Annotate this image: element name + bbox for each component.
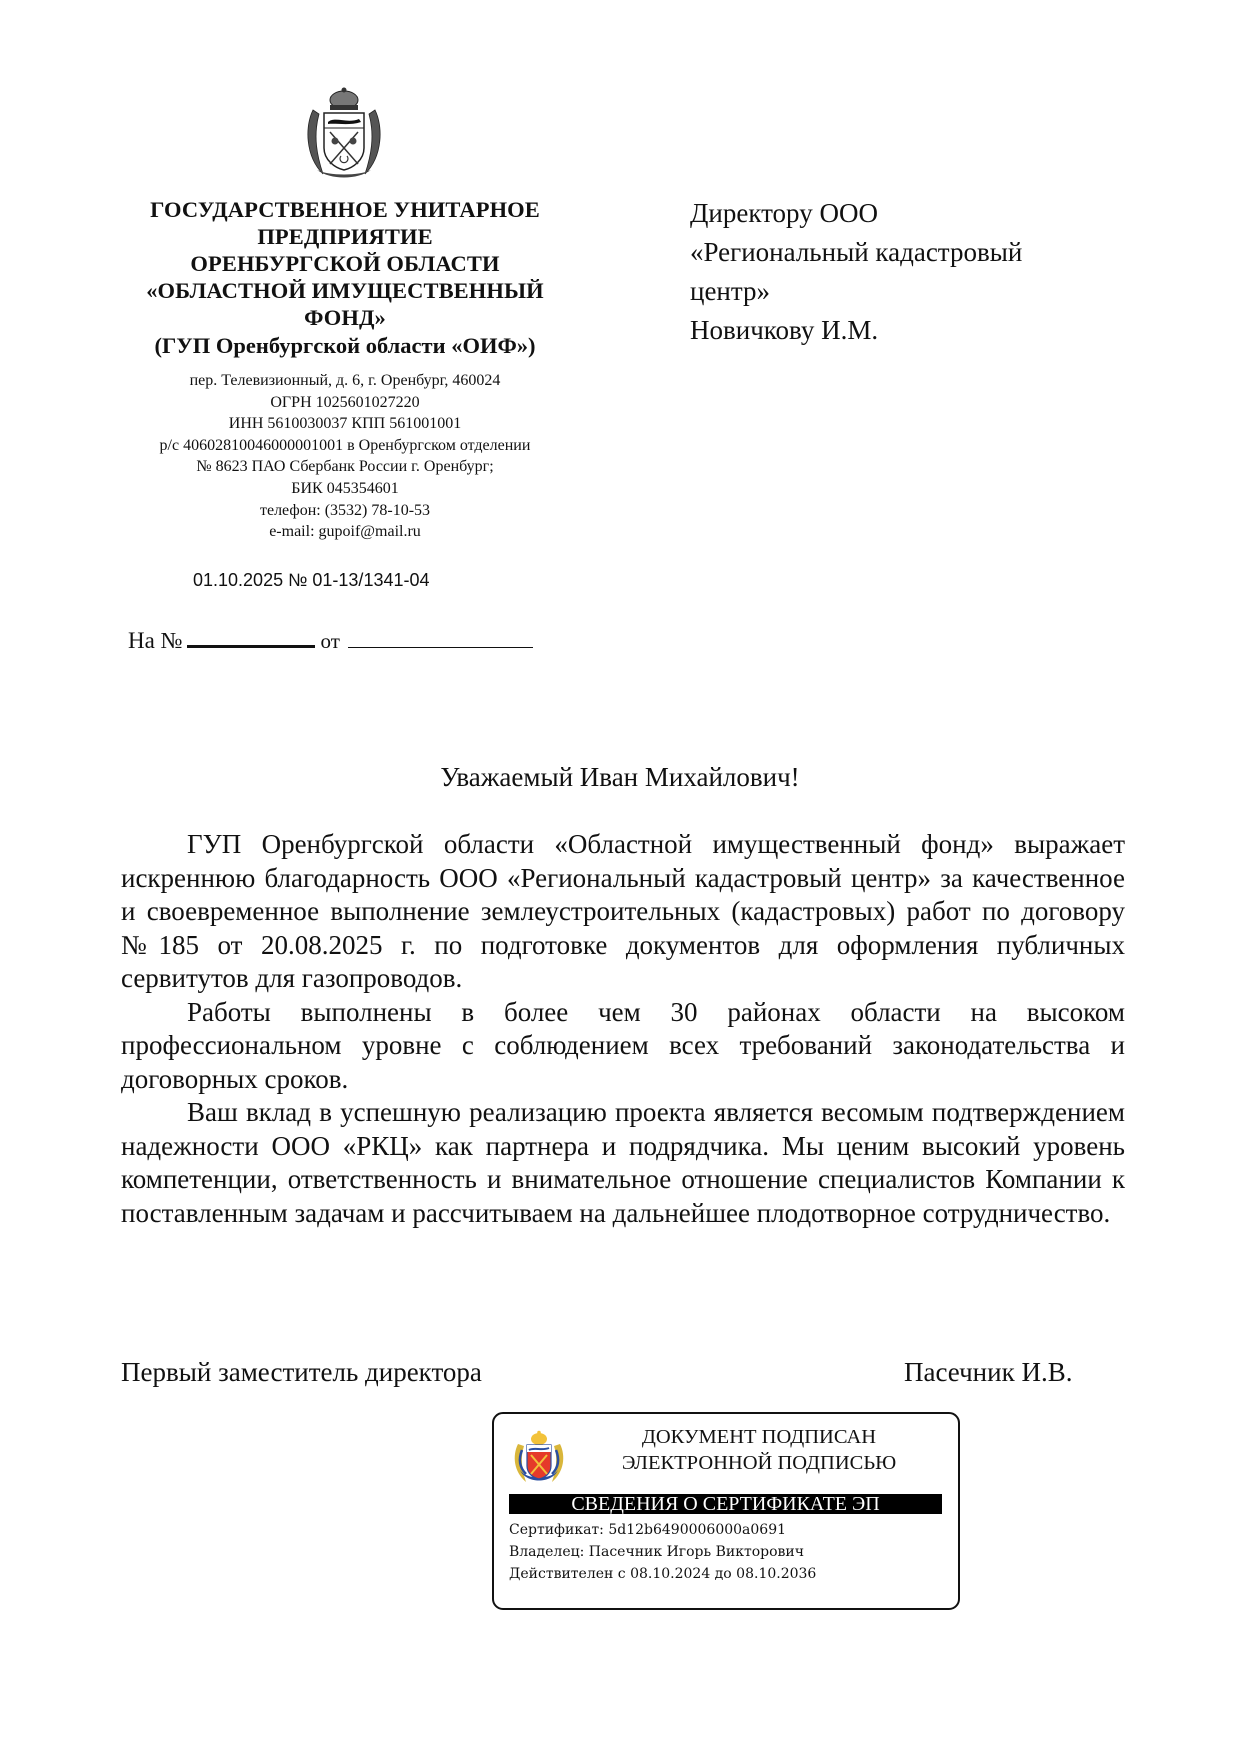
signer-position: Первый заместитель директора xyxy=(121,1357,482,1387)
signer-name: Пасечник И.В. xyxy=(904,1357,1073,1387)
reference-date-blank xyxy=(348,628,533,648)
reference-number-blank xyxy=(187,626,315,648)
electronic-signature-stamp xyxy=(492,1412,960,1610)
phone-line: телефон: (3532) 78-10-53 xyxy=(259,501,431,519)
reference-line xyxy=(128,626,533,654)
region-emblem-icon xyxy=(512,1430,566,1486)
stamp-title-line: ДОКУМЕНТ ПОДПИСАН xyxy=(641,1426,877,1448)
salutation: Уважаемый Иван Михайлович! xyxy=(440,762,800,792)
org-name-line: «ОБЛАСТНОЙ ИМУЩЕСТВЕННЫЙ xyxy=(146,278,544,303)
stamp-title xyxy=(594,1424,924,1476)
bik-line: БИК 045354601 xyxy=(291,479,399,497)
addressee-block xyxy=(690,194,1022,350)
email-line: e-mail: gupoif@mail.ru xyxy=(269,523,421,541)
org-name-line: ФОНД» xyxy=(304,305,386,330)
bank-account-line: р/с 40602810046000001001 в Оренбургском отделении xyxy=(159,436,531,454)
address-line: пер. Телевизионный, д. 6, г. Оренбург, 460024 xyxy=(189,372,501,389)
certificate-owner: Владелец: Пасечник Игорь Викторович xyxy=(509,1544,804,1560)
coat-of-arms-icon xyxy=(303,86,385,182)
certificate-section-header: СВЕДЕНИЯ О СЕРТИФИКАТЕ ЭП xyxy=(509,1494,942,1514)
org-name-line: ГОСУДАРСТВЕННОЕ УНИТАРНОЕ xyxy=(150,197,540,222)
addressee-line: Директору ООО xyxy=(690,198,878,228)
org-short-name: (ГУП Оренбургской области «ОИФ») xyxy=(154,333,536,358)
stamp-title-line: ЭЛЕКТРОННОЙ ПОДПИСЬЮ xyxy=(621,1452,897,1474)
addressee-line: центр» xyxy=(690,276,771,306)
body-paragraph: ГУП Оренбургской области «Областной имущественный фонд» выражает искреннюю благодарность ООО «Региональный кадастровый центр» за качественное и своевременное выполнение землеустроительных (кадастровых) работ по договору №185 от 20.08.2025 г. по подготовке документов для оформления публичных сервитутов для газопроводов. xyxy=(121,829,1125,993)
certificate-validity: Действителен с 08.10.2024 до 08.10.2036 xyxy=(509,1566,817,1582)
org-name-line: ПРЕДПРИЯТИЕ xyxy=(257,224,433,249)
outgoing-number: 01.10.2025 № 01-13/1341-04 xyxy=(193,570,430,590)
certificate-details xyxy=(509,1519,816,1585)
addressee-line: «Региональный кадастровый xyxy=(690,237,1023,267)
certificate-id: Сертификат: 5d12b6490006000a0691 xyxy=(509,1522,787,1538)
ogrn-line: ОГРН 1025601027220 xyxy=(270,393,420,411)
reference-from-label: от xyxy=(320,629,340,653)
inn-kpp-line: ИНН 5610030037 КПП 561001001 xyxy=(228,415,462,433)
org-requisites xyxy=(112,370,578,543)
sender-organization-block xyxy=(112,196,578,543)
addressee-line: Новичкову И.М. xyxy=(690,315,879,345)
body-paragraph: Работы выполнены в более чем 30 районах области на высоком профессиональном уровне с соблюдением всех требований законодательства и договорных сроков. xyxy=(121,996,1125,1094)
letter-body xyxy=(121,828,1125,1230)
bank-name-line: № 8623 ПАО Сбербанк России г. Оренбург; xyxy=(196,458,494,476)
body-paragraph: Ваш вклад в успешную реализацию проекта является весомым подтверждением надежности ООО «РКЦ» как партнера и подрядчика. Мы ценим высокий уровень компетенции, ответственность и внимательное отношение специалистов Компании к поставленным задачам и рассчитываем на дальнейшее плодотворное сотрудничество. xyxy=(121,1097,1125,1228)
org-name-line: ОРЕНБУРГСКОЙ ОБЛАСТИ xyxy=(190,251,500,276)
reference-prefix: На № xyxy=(128,628,183,653)
